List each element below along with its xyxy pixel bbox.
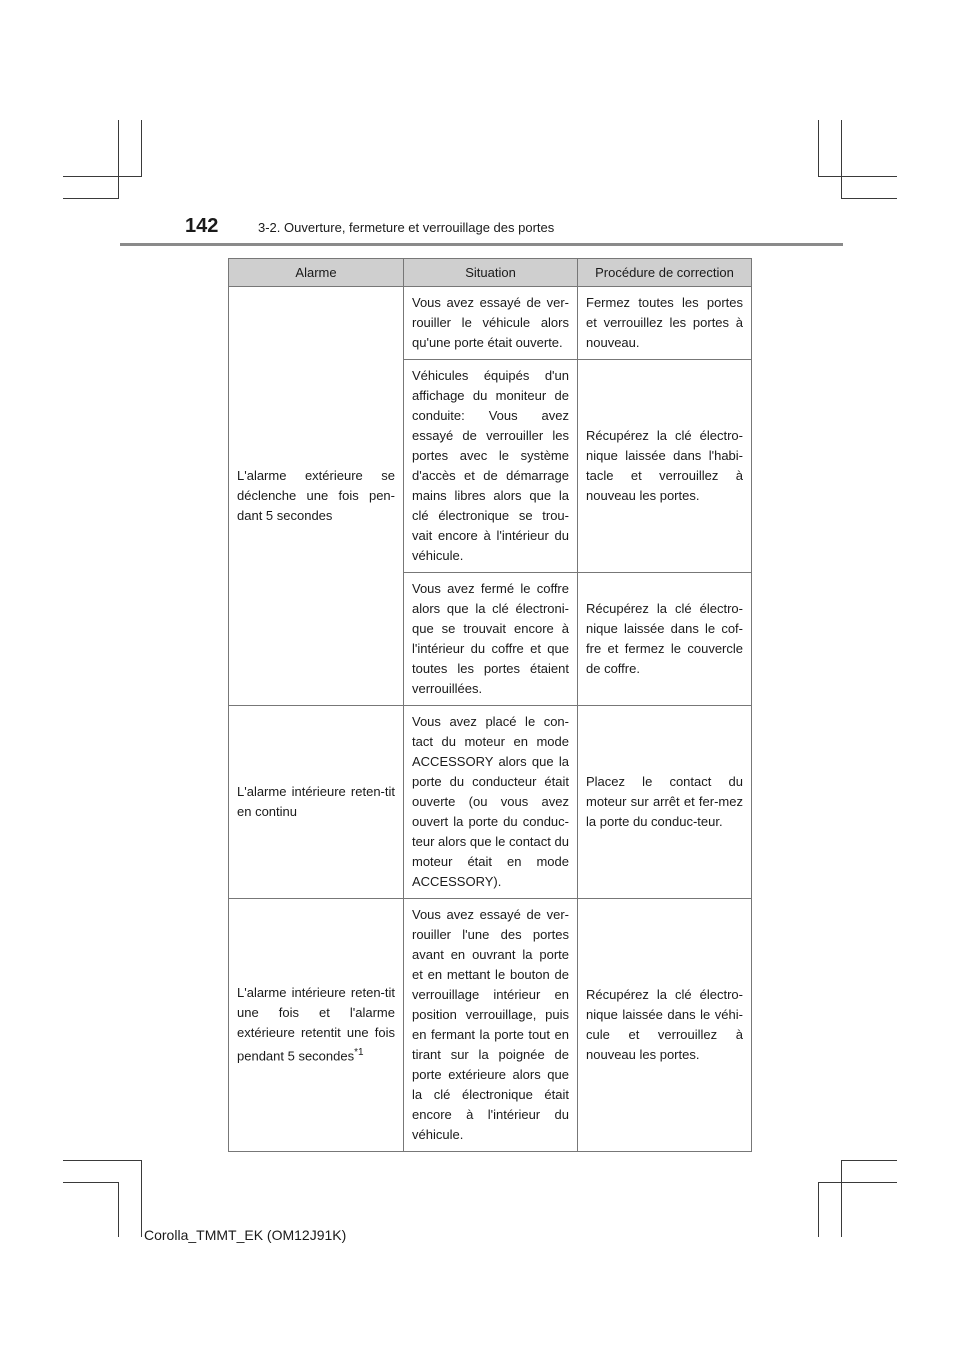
alarm-cell: L'alarme intérieure reten-tit en continu <box>229 706 404 899</box>
correction-cell: Placez le contact du moteur sur arrêt et fer-mez la porte du conduc-teur. <box>578 706 752 899</box>
crop-mark <box>818 1182 819 1237</box>
crop-mark <box>818 1182 897 1183</box>
crop-mark <box>118 1182 119 1237</box>
correction-cell: Fermez toutes les portes et verrouillez les portes à nouveau. <box>578 287 752 360</box>
crop-mark <box>841 120 842 199</box>
crop-mark <box>841 1160 897 1161</box>
correction-cell: Récupérez la clé électro-nique laissée dans le cof-fre et fermez le couvercle de coffre. <box>578 573 752 706</box>
alarm-cell <box>229 899 404 1152</box>
column-header-correction: Procédure de correction <box>578 259 752 287</box>
section-title: 3-2. Ouverture, fermeture et verrouillage des portes <box>258 220 555 235</box>
crop-mark <box>818 176 897 177</box>
footer-model-code: Corolla_TMMT_EK (OM12J91K) <box>144 1227 347 1243</box>
page-number: 142 <box>185 215 219 237</box>
crop-mark <box>141 120 142 177</box>
crop-mark <box>841 1160 842 1237</box>
crop-mark <box>63 1160 142 1161</box>
table-row <box>229 899 752 1152</box>
header-divider <box>120 243 843 246</box>
alarm-cell: L'alarme extérieure se déclenche une fois pen-dant 5 secondes <box>229 287 404 706</box>
crop-mark <box>141 1160 142 1237</box>
situation-cell: Vous avez essayé de ver-rouiller l'une des portes avant en ouvrant la porte et en mettant le bouton de verrouillage intérieur en position verrouillage, puis en fermant la porte tout en tirant sur la poignée de porte extérieure alors que la clé électronique était encore à l'intérieur du véhicule. <box>404 899 578 1152</box>
crop-mark <box>63 198 119 199</box>
table-row <box>229 287 752 360</box>
crop-mark <box>118 120 119 199</box>
column-header-alarm: Alarme <box>229 259 404 287</box>
crop-mark <box>63 176 142 177</box>
situation-cell: Véhicules équipés d'un affichage du moniteur de conduite: Vous avez essayé de verrouiller les portes avec le système d'accès et de démarrage mains libres alors que la clé électronique se trou-vait encore à l'intérieur du véhicule. <box>404 360 578 573</box>
alarm-text: L'alarme intérieure reten-tit une fois et l'alarme extérieure retentit une fois pendant 5 secondes <box>237 985 395 1064</box>
crop-mark <box>818 120 819 177</box>
footnote-marker: *1 <box>354 1047 364 1059</box>
table-header-row <box>229 259 752 287</box>
situation-cell: Vous avez essayé de ver-rouiller le véhicule alors qu'une porte était ouverte. <box>404 287 578 360</box>
correction-cell: Récupérez la clé électro-nique laissée dans l'habi-tacle et verrouillez à nouveau les portes. <box>578 360 752 573</box>
crop-mark <box>841 198 897 199</box>
crop-mark <box>63 1182 119 1183</box>
situation-cell: Vous avez fermé le coffre alors que la clé électroni-que se trouvait encore à l'intérieur du coffre et que toutes les portes étaient verrouillées. <box>404 573 578 706</box>
alarm-table <box>228 258 752 1152</box>
table-row <box>229 706 752 899</box>
situation-cell: Vous avez placé le con-tact du moteur en mode ACCESSORY alors que la porte du conducteur était ouverte (ou vous avez ouvert la porte du conduc-teur alors que le contact du moteur était en mode ACCESSORY). <box>404 706 578 899</box>
correction-cell: Récupérez la clé électro-nique laissée dans le véhi-cule et verrouillez à nouveau les portes. <box>578 899 752 1152</box>
column-header-situation: Situation <box>404 259 578 287</box>
